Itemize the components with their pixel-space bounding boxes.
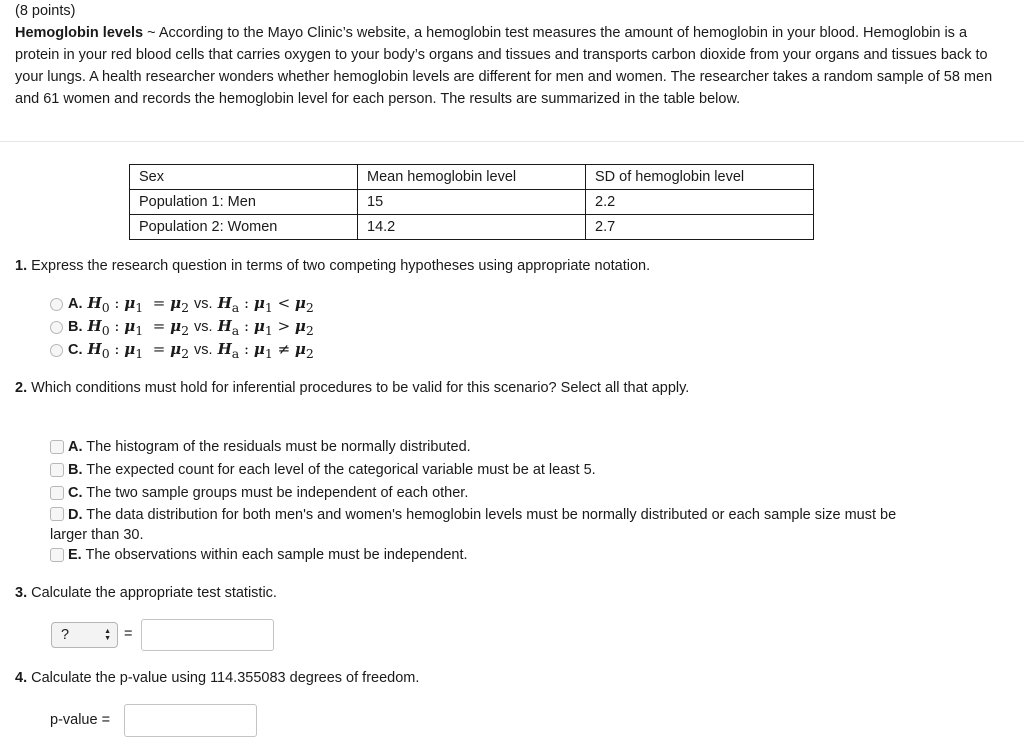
divider xyxy=(0,141,1024,142)
checkbox[interactable] xyxy=(50,486,64,500)
hypothesis-option-c[interactable] xyxy=(50,339,314,361)
problem-title: Hemoglobin levels xyxy=(15,25,144,41)
question-number: 1. xyxy=(15,258,28,274)
question-3 xyxy=(15,585,277,601)
option-text: The histogram of the residuals must be normally distributed. xyxy=(86,439,471,455)
question-text: Express the research question in terms of two competing hypotheses using appropriate notation. xyxy=(31,258,651,274)
question-number: 2. xyxy=(15,380,28,396)
table-cell: 14.2 xyxy=(358,215,586,240)
problem-body: According to the Mayo Clinic’s website, a hemoglobin test measures the amount of hemoglobin in your blood. Hemoglobin is a protein in your red blood cells that carries oxygen to your body’s organs and tissues and transports carbon dioxide from your organs and tissues back to your lungs. A health researcher wonders whether hemoglobin levels are different for men and women. The researcher takes a random sample of 58 men and 61 women and records the hemoglobin level for each person. The results are summarized in the table below. xyxy=(15,25,993,107)
question-text: Calculate the p-value using 114.355083 degrees of freedom. xyxy=(31,670,420,686)
option-text: The two sample groups must be independent of each other. xyxy=(86,485,469,501)
equals-sign: = xyxy=(124,626,133,642)
checkbox[interactable] xyxy=(50,463,64,477)
question-number: 4. xyxy=(15,670,28,686)
condition-option-a[interactable] xyxy=(50,437,471,457)
checkbox[interactable] xyxy=(50,507,64,521)
table-header-cell: SD of hemoglobin level xyxy=(586,165,814,190)
p-value-input[interactable] xyxy=(124,704,257,737)
radio-button[interactable] xyxy=(50,298,63,311)
condition-option-b[interactable] xyxy=(50,460,596,480)
option-letter: A. xyxy=(68,439,83,455)
option-letter: C. xyxy=(68,342,83,358)
question-4 xyxy=(15,670,419,686)
checkbox[interactable] xyxy=(50,440,64,454)
table-row xyxy=(130,215,814,240)
radio-button[interactable] xyxy=(50,344,63,357)
up-down-arrows-icon: ▲ ▼ xyxy=(104,628,111,642)
condition-option-d[interactable] xyxy=(50,505,920,545)
test-statistic-select[interactable] xyxy=(51,622,118,648)
table-cell: 15 xyxy=(358,190,586,215)
select-value: ? xyxy=(61,627,70,643)
table-header-cell: Mean hemoglobin level xyxy=(358,165,586,190)
radio-button[interactable] xyxy=(50,321,63,334)
hypothesis-formula: $H_0$ : $\mu_1 = \mu_2$ vs. $H_a$ : $\mu_1 < \mu_2$ xyxy=(87,293,314,315)
option-text: The data distribution for both men's and women's hemoglobin levels must be normally distributed or each sample size must be larger than 30. xyxy=(50,507,897,543)
condition-option-e[interactable] xyxy=(50,545,468,565)
hypothesis-option-b[interactable] xyxy=(50,316,314,338)
table-header-cell: Sex xyxy=(130,165,358,190)
option-text: The expected count for each level of the categorical variable must be at least 5. xyxy=(86,462,596,478)
question-number: 3. xyxy=(15,585,28,601)
table-cell: 2.2 xyxy=(586,190,814,215)
p-value-label: p-value = xyxy=(50,712,111,728)
question-2 xyxy=(15,380,689,396)
checkbox[interactable] xyxy=(50,548,64,562)
table-cell: 2.7 xyxy=(586,215,814,240)
option-letter: B. xyxy=(68,462,83,478)
table-cell: Population 1: Men xyxy=(130,190,358,215)
question-text: Calculate the appropriate test statistic. xyxy=(31,585,277,601)
points-label: (8 points) xyxy=(15,3,76,19)
test-statistic-input[interactable] xyxy=(141,619,274,651)
condition-option-c[interactable] xyxy=(50,483,468,503)
table-header-row xyxy=(130,165,814,190)
option-letter: B. xyxy=(68,319,83,335)
option-letter: C. xyxy=(68,485,83,501)
table-row xyxy=(130,190,814,215)
hypothesis-option-a[interactable] xyxy=(50,293,314,315)
option-letter: A. xyxy=(68,296,83,312)
table-cell: Population 2: Women xyxy=(130,215,358,240)
question-text: Which conditions must hold for inferential procedures to be valid for this scenario? Select all that apply. xyxy=(31,380,690,396)
question-1 xyxy=(15,258,650,274)
title-separator: ~ xyxy=(143,25,159,41)
summary-table xyxy=(129,164,814,240)
problem-intro xyxy=(15,22,1015,110)
option-text: The observations within each sample must be independent. xyxy=(85,547,468,563)
hypothesis-formula: $H_0$ : $\mu_1 = \mu_2$ vs. $H_a$ : $\mu_1 > \mu_2$ xyxy=(87,316,314,338)
option-letter: E. xyxy=(68,547,82,563)
option-letter: D. xyxy=(68,507,83,523)
hypothesis-formula: $H_0$ : $\mu_1 = \mu_2$ vs. $H_a$ : $\mu_1 \ne \mu_2$ xyxy=(87,339,314,361)
